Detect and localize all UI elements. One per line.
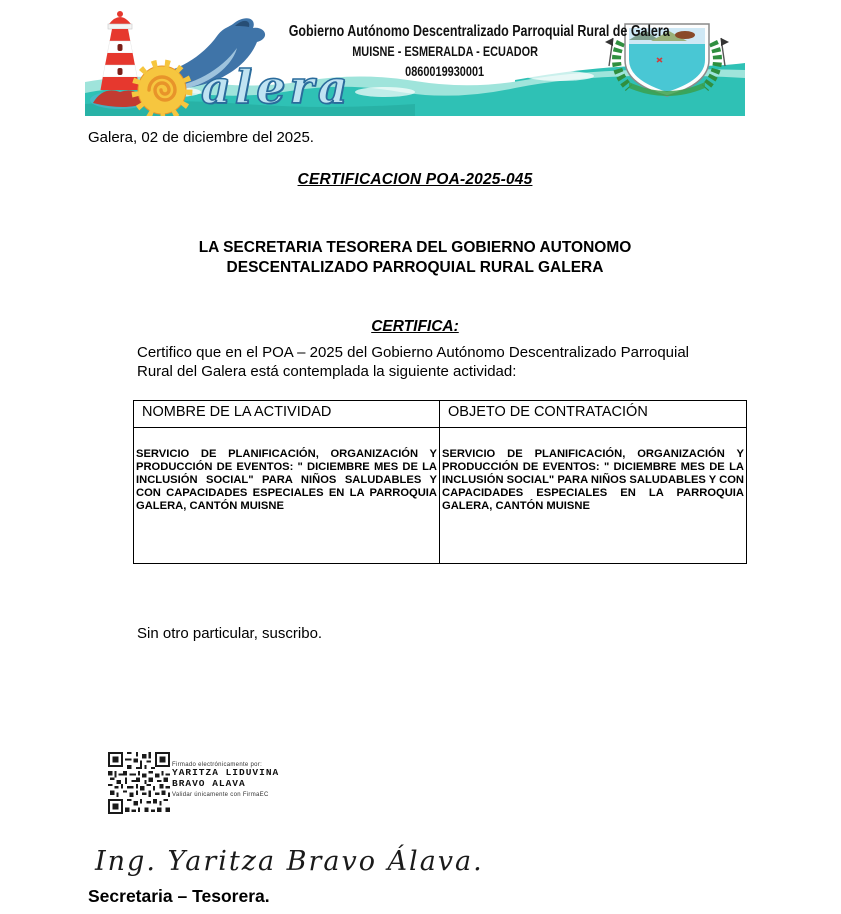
contract-object-cell: SERVICIO DE PLANIFICACIÓN, ORGANIZACIÓN Y PRODUCCIÓN DE EVENTOS: " DICIEMBRE MES DE LA INCLUSIÓN SOCIAL" PARA NIÑOS SALUDABLES Y CON CAPACIDADES ESPECIALES EN LA PARROQUIA GALERA, CANTÓN MUISNE: [440, 428, 747, 564]
table-row: [134, 428, 747, 564]
signer-name-line2: BRAVO ALAVA: [172, 777, 246, 789]
org-name: Gobierno Autónomo Descentralizado Parroquial Rural de Galera: [288, 23, 670, 40]
handwritten-signature: Ing. Yaritza Bravo Álava.: [95, 846, 484, 877]
date-line: Galera, 02 de diciembre del 2025.: [88, 129, 314, 146]
issuer-heading-line1: LA SECRETARIA TESORERA DEL GOBIERNO AUTONOMO: [198, 239, 632, 256]
table-header-row: [134, 401, 747, 428]
digital-signature-block: [108, 752, 322, 814]
closing-line: Sin otro particular, suscribo.: [137, 625, 323, 642]
signature-title: Secretaria – Tesorera.: [88, 886, 270, 906]
document-header: [85, 8, 745, 116]
issuer-heading-line2: DESCENTALIZADO PARROQUIAL RURAL GALERA: [226, 259, 604, 276]
qr-code-icon: [108, 752, 170, 814]
digital-signature-text: [172, 752, 322, 814]
certifica-label: CERTIFICA:: [371, 318, 459, 335]
org-location: MUISNE - ESMERALDA - ECUADOR: [352, 43, 538, 59]
column-header-activity-name: NOMBRE DE LA ACTIVIDAD: [134, 401, 440, 428]
activity-name-cell: SERVICIO DE PLANIFICACIÓN, ORGANIZACIÓN Y PRODUCCIÓN DE EVENTOS: " DICIEMBRE MES DE LA INCLUSIÓN SOCIAL" PARA NIÑOS SALUDABLES Y CON CAPACIDADES ESPECIALES EN LA PARROQUIA GALERA, CANTÓN MUISNE: [134, 428, 440, 564]
validation-note: Validar únicamente con FirmaEC: [172, 792, 269, 798]
certification-paragraph: Certifico que en el POA – 2025 del Gobierno Autónomo Descentralizado Parroquial Rural del Galera está contemplada la siguiente actividad:: [137, 344, 690, 380]
activity-table: [133, 400, 747, 564]
document-title: CERTIFICACION POA-2025-045: [297, 171, 533, 188]
signed-electronically-label: Firmado electrónicamente por:: [172, 762, 263, 768]
column-header-contract-object: OBJETO DE CONTRATACIÓN: [440, 401, 747, 428]
signer-name-line1: YARITZA LIDUVINA: [172, 767, 280, 778]
logo-script-text: alera: [201, 60, 352, 114]
issuer-heading: [85, 238, 745, 278]
org-ruc: 0860019930001: [405, 63, 485, 79]
